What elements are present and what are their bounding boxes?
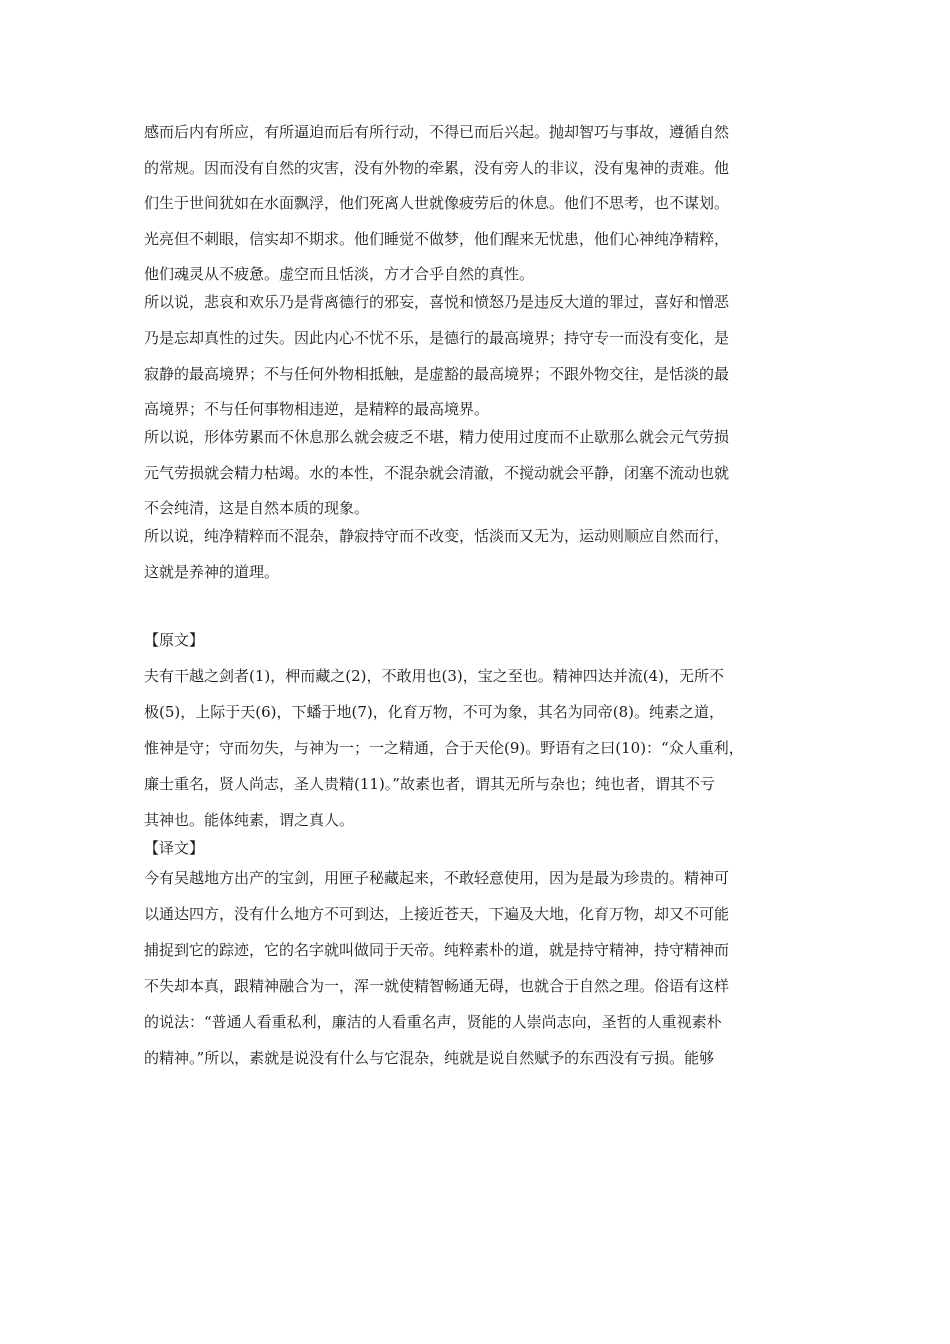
text-line: 极(5)，上际于天(6)，下蟠于地(7)，化育万物，不可为象，其名为同帝(8)。纯素之道，	[144, 702, 724, 721]
text-line: 以通达四方，没有什么地方不可到达，上接近苍天，下遍及大地，化育万物，却又不可能	[144, 904, 730, 923]
text-line: 们生于世间犹如在水面飘浮，他们死离人世就像疲劳后的休息。他们不思考，也不谋划。	[144, 194, 730, 213]
text-line: 的常规。因而没有自然的灾害，没有外物的牵累，没有旁人的非议，没有鬼神的责难。他	[144, 158, 730, 177]
text-line: 感而后内有所应，有所逼迫而后有所行动，不得已而后兴起。抛却智巧与事故，遵循自然	[144, 123, 730, 141]
text-line: 的精神。”所以，素就是说没有什么与它混杂，纯就是说自然赋予的东西没有亏损。能够	[144, 1048, 715, 1067]
text-line: 他们魂灵从不疲惫。虚空而且恬淡，方才合乎自然的真性。	[144, 265, 535, 284]
text-line: 乃是忘却真性的过失。因此内心不忧不乐，是德行的最高境界；持守专一而没有变化，是	[144, 328, 730, 347]
text-line: 寂静的最高境界；不与任何外物相抵触，是虚豁的最高境界；不跟外物交往，是恬淡的最	[144, 364, 730, 383]
text-line: 这就是养神的道理。	[144, 562, 280, 581]
text-line: 惟神是守；守而勿失，与神为一；一之精通，合于天伦(9)。野语有之曰(10)：“众人重利，	[144, 738, 744, 757]
text-line: 不失却本真，跟精神融合为一，浑一就使精智畅通无碍，也就合于自然之理。俗语有这样	[144, 976, 730, 995]
translation-continued	[144, 122, 814, 582]
section-heading-translation: 【译文】	[144, 838, 205, 857]
original-text-section	[144, 630, 814, 1068]
text-line: 廉士重名，贤人尚志，圣人贵精(11)。”故素也者，谓其无所与杂也；纯也者，谓其不亏	[144, 774, 715, 793]
text-line: 所以说，纯净精粹而不混杂，静寂持守而不改变，恬淡而又无为，运动则顺应自然而行，	[144, 527, 730, 546]
text-line: 其神也。能体纯素，谓之真人。	[144, 810, 355, 829]
text-line: 今有吴越地方出产的宝剑，用匣子秘藏起来，不敢轻意使用，因为是最为珍贵的。精神可	[144, 868, 730, 887]
text-line: 夫有干越之剑者(1)，柙而藏之(2)，不敢用也(3)，宝之至也。精神四达并流(4)，无所不	[144, 666, 724, 685]
text-line: 所以说，形体劳累而不休息那么就会疲乏不堪，精力使用过度而不止歇那么就会元气劳损	[144, 428, 730, 447]
text-line: 捕捉到它的踪迹，它的名字就叫做同于天帝。纯粹素朴的道，就是持守精神，持守精神而	[144, 940, 730, 959]
section-heading-original: 【原文】	[144, 630, 205, 649]
text-line: 的说法：“普通人看重私利，廉洁的人看重名声，贤能的人崇尚志向，圣哲的人重视素朴	[144, 1012, 722, 1031]
text-line: 所以说，悲哀和欢乐乃是背离德行的邪妄，喜悦和愤怒乃是违反大道的罪过，喜好和憎恶	[144, 293, 730, 312]
text-line: 不会纯清，这是自然本质的现象。	[144, 499, 370, 518]
text-line: 元气劳损就会精力枯竭。水的本性，不混杂就会清澈，不搅动就会平静，闭塞不流动也就	[144, 463, 730, 482]
text-line: 光亮但不刺眼，信实却不期求。他们睡觉不做梦，他们醒来无忧患，他们心神纯净精粹，	[144, 229, 730, 248]
text-line: 高境界；不与任何事物相违逆，是精粹的最高境界。	[144, 400, 490, 419]
document-page	[144, 122, 814, 1084]
